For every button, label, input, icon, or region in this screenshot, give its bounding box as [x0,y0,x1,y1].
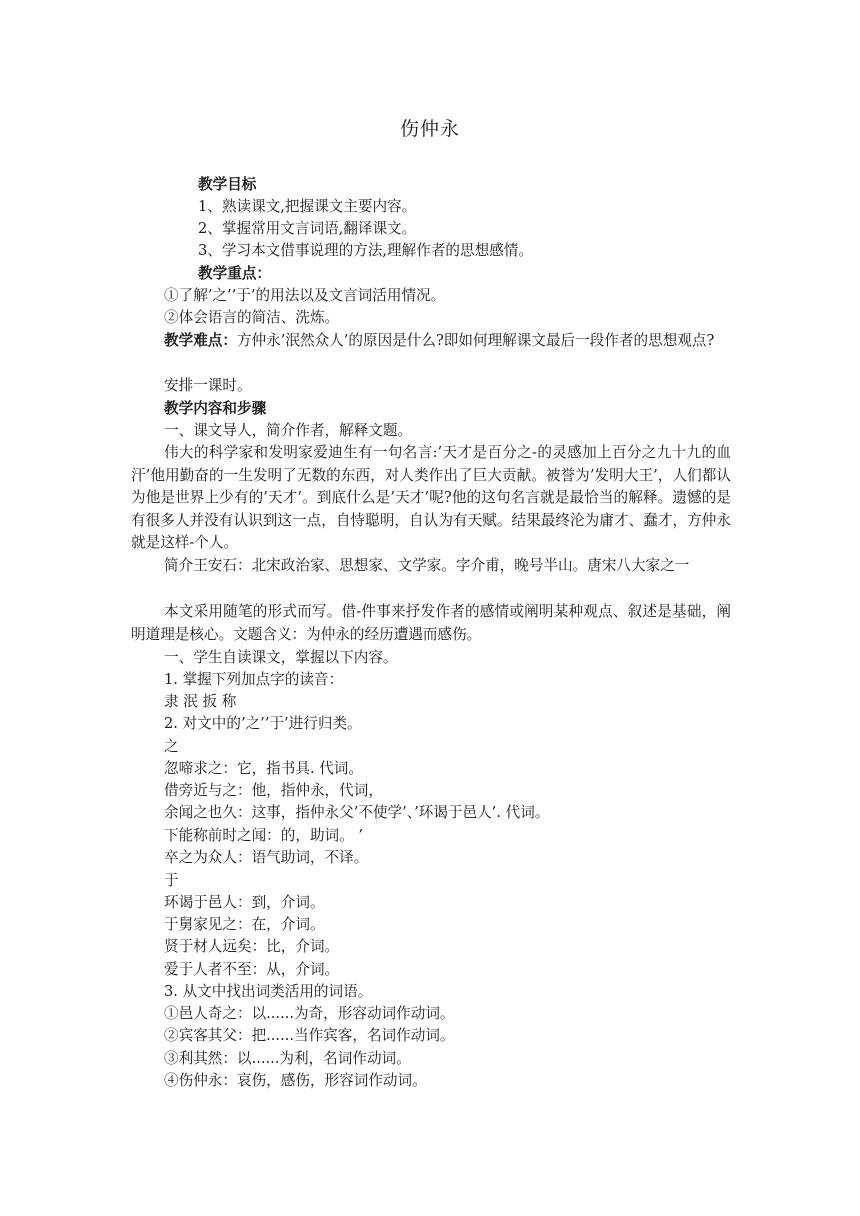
content-line: 忽啼求之：它，指书具. 代词。 [164,760,363,777]
content-line: 3. 从文中找出词类活用的词语。 [164,983,373,1000]
content-line: 1. 掌握下列加点字的读音： [164,671,344,688]
content-line: 于 [164,872,179,889]
content-line: 借旁近与之：他，指仲永，代词， [164,782,383,799]
goal-item: 3、学习本文借事说理的方法,理解作者的思想感情。 [198,242,533,259]
key-points-heading: 教学重点： [198,265,271,282]
content-line: 贤于材人远矣：比，介词。 [164,938,340,955]
essay-paragraph: 本文采用随笔的形式而写。借-件事来抒发作者的感情或阐明某种观点、叙述是基础，阐明道理是核心。文题含义：为仲永的经历遭遇而感伤。 [131,603,731,643]
author-paragraph: 简介王安石：北宋政治家、思想家、文学家。字介甫，晚号半山。唐宋八大家之一 [164,557,690,574]
content-line: ②宾客其父：把......当作宾客，名词作动词。 [164,1027,455,1044]
goal-item: 1、熟读课文,把握课文主要内容。 [198,198,417,215]
edison-paragraph: 伟大的科学家和发明家爱迪生有一句名言:’天才是百分之-的灵感加上百分之九十九的血汗’他用勤奋的一生发明了无数的东西，对人类作出了巨大贡献。被誉为’发明大王’，人们都认为他是世界上少有的’天才’。到底什么是’天才’呢?他的这句名言就是最恰当的解释。遗憾的是有很多人并没有认识到这一点，自恃聪明，自认为有天赋。结果最终沦为庸才、蠢才，方仲永就是这样-个人。 [131,444,731,552]
key-point-item: ①了解’之’’于’的用法以及文言词活用情况。 [164,287,446,304]
content-line: 下能称前时之闻：的，助词。 ’ [164,827,363,844]
content-line: 2. 对文中的’之’’于’进行归类。 [164,715,362,732]
schedule-text: 安排一课时。 [164,377,252,394]
goal-item: 2、掌握常用文言词语,翻译课文。 [198,220,417,237]
difficulty-paragraph [131,330,731,353]
content-line: ①邑人奇之：以......为奇，形容动词作动词。 [164,1005,455,1022]
key-point-item: ②体会语言的简洁、洗炼。 [164,309,340,326]
difficulty-label: 教学难点： [164,332,237,349]
content-line: 爱于人者不至：从，介词。 [164,961,340,978]
procedure-heading: 教学内容和步骤 [164,400,267,417]
content-line: ③利其然：以......为利，名词作动词。 [164,1050,411,1067]
document-title: 伤仲永 [399,118,460,140]
content-line: 隶 泯 扳 称 [164,693,237,710]
goals-heading: 教学目标 [198,176,257,193]
content-line: 一、学生自读课文，掌握以下内容。 [164,649,398,666]
content-line: ④伤仲永：哀伤，感伤，形容词作动词。 [164,1072,427,1089]
content-line: 之 [164,738,179,755]
step-one: 一、课文导人，简介作者，解释文题。 [164,422,413,439]
content-line: 环谒于邑人：到，介词。 [164,894,325,911]
content-line: 卒之为众人：语气助词，不译。 [164,849,369,866]
content-line: 于舅家见之：在，介词。 [164,916,325,933]
content-line: 余闻之也久：这事，指仲永父’不使学’、’环谒于邑人’. 代词。 [164,804,550,821]
difficulty-text: 方仲永’泯然众人’的原因是什么?即如何理解课文最后一段作者的思想观点? [236,332,715,349]
